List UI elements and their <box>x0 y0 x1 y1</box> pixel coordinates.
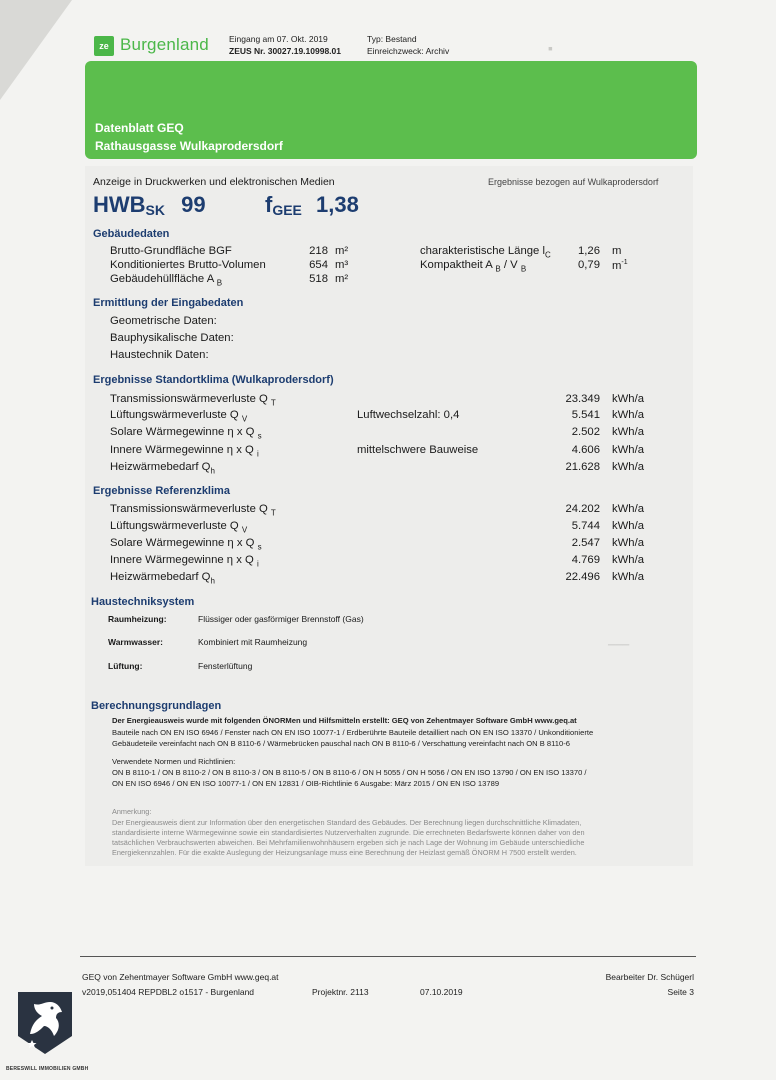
footer-project-number: Projektnr. 2113 <box>312 987 369 997</box>
ref-ventilation-label <box>110 520 247 534</box>
fgee-indicator <box>265 192 359 218</box>
ref-solar-unit: kWh/a <box>612 537 645 549</box>
footer-software: GEQ von Zehentmayer Software GmbH www.geq.at <box>82 972 279 982</box>
section-gebaeudedaten: Gebäudedaten <box>93 228 170 240</box>
bgf-unit: m² <box>335 245 349 257</box>
envelope-value: 518 <box>309 273 328 285</box>
ref-transmission-value: 24.202 <box>565 503 600 515</box>
ref-internal-unit: kWh/a <box>612 554 645 566</box>
fgee-value: 1,38 <box>316 192 359 217</box>
geometric-data-label: Geometrische Daten: <box>110 315 217 327</box>
bleed-through-marks: ─── <box>608 640 630 651</box>
ref-heating-unit: kWh/a <box>612 571 645 583</box>
site-heating-value: 21.628 <box>565 461 600 473</box>
ref-transmission-label-text: Transmissionswärmeverluste Q <box>110 503 268 515</box>
note-line4: Energiekennzahlen. Für die exakte Auslegung der Heizungsanlage muss eine Berechnung der Heizlast gemäß ÖNORM H 7500 erstellt werden. <box>112 848 577 857</box>
grundlagen-line1: Bauteile nach ON EN ISO 6946 / Fenster nach ON EN ISO 10077-1 / Erdberührte Bauteile detailliert nach ON EN ISO 13370 / Unkonditionierte <box>112 728 594 737</box>
site-solar-value: 2.502 <box>571 426 600 438</box>
compactness-label <box>420 259 526 273</box>
envelope-unit: m² <box>335 273 349 285</box>
note-line1: Der Energieausweis dient zur Information über den energetischen Standard des Gebäudes. Der Berechnung liegen durchschnittliche Klimadaten, <box>112 818 582 827</box>
char-length-unit: m <box>612 245 622 257</box>
site-heating-unit: kWh/a <box>612 461 645 473</box>
submission-purpose: Einreichzweck: Archiv <box>367 46 450 56</box>
bgf-value: 218 <box>309 245 328 257</box>
site-internal-label-text: Innere Wärmegewinne η x Q <box>110 444 254 456</box>
char-length-value: 1,26 <box>578 245 600 257</box>
building-services-label: Haustechnik Daten: <box>110 349 209 361</box>
site-ventilation-unit: kWh/a <box>612 409 645 421</box>
company-watermark-text: BERESWILL IMMOBILIEN GMBH <box>6 1066 89 1072</box>
norms-line1: ON B 8110-1 / ON B 8110-2 / ON B 8110-3 / ON B 8110-5 / ON B 8110-6 / ON H 5055 / ON H 5056 / ON EN ISO 13790 / ON EN ISO 13370 / <box>112 768 587 777</box>
compactness-unit-text: m <box>612 259 622 272</box>
site-heating-label-text: Heizwärmebedarf Q <box>110 461 211 473</box>
site-internal-label <box>110 444 259 458</box>
site-ventilation-sub: V <box>241 414 248 424</box>
ref-ventilation-label-text: Lüftungswärmeverluste Q <box>110 520 239 532</box>
char-length-label <box>420 245 551 259</box>
note-line3: tatsächlichen Verbrauchswerten abweichen. Bei Mehrfamilienwohnhäusern ergeben sich je nach Lage der Wohnung im Gebäude unterschiedliche <box>112 838 585 847</box>
ref-internal-sub: i <box>256 559 259 569</box>
section-standortklima: Ergebnisse Standortklima (Wulkaprodersdorf) <box>93 374 334 386</box>
site-internal-unit: kWh/a <box>612 444 645 456</box>
burgenland-logo-icon: ze <box>94 36 114 56</box>
ref-heating-label-text: Heizwärmebedarf Q <box>110 571 211 583</box>
site-transmission-label <box>110 393 276 407</box>
document-type: Typ: Bestand <box>367 34 417 44</box>
room-heating-value: Flüssiger oder gasförmiger Brennstoff (Gas) <box>198 614 364 624</box>
site-internal-sub: i <box>256 449 259 459</box>
brand-name: Burgenland <box>120 35 209 54</box>
ref-ventilation-unit: kWh/a <box>612 520 645 532</box>
ref-internal-label-text: Innere Wärmegewinne η x Q <box>110 554 254 566</box>
section-grundlagen: Berechnungsgrundlagen <box>91 700 222 712</box>
ref-ventilation-value: 5.744 <box>571 520 600 532</box>
note-line2: standardisierte interne Wärmegewinne sowie ein standardisiertes Nutzerverhalten zugrunde. Die errechneten Bedarfswerte können daher von den <box>112 828 585 837</box>
company-horse-logo-icon <box>14 990 76 1056</box>
note-title: Anmerkung: <box>112 807 152 816</box>
room-heating-label: Raumheizung: <box>108 614 167 624</box>
fgee-label: f <box>265 192 273 217</box>
hot-water-value: Kombiniert mit Raumheizung <box>198 637 308 647</box>
ref-transmission-sub: T <box>270 508 276 518</box>
ref-transmission-label <box>110 503 276 517</box>
envelope-sub: B <box>216 278 223 288</box>
envelope-label <box>110 273 222 287</box>
compactness-label-text: Kompaktheit A <box>420 259 493 271</box>
hwb-indicator <box>93 192 206 218</box>
ref-heating-label <box>110 571 215 585</box>
site-ventilation-value: 5.541 <box>571 409 600 421</box>
grundlagen-intro: Der Energieausweis wurde mit folgenden ÖNORMen und Hilfsmitteln erstellt: GEQ von Zehentmayer Software GmbH www.geq.at <box>112 716 577 725</box>
banner-title: Datenblatt GEQ <box>95 121 184 135</box>
char-length-sub: C <box>544 250 551 260</box>
hwb-value: 99 <box>181 192 206 217</box>
compactness-sub-a: B <box>495 264 501 274</box>
building-physics-label: Bauphysikalische Daten: <box>110 332 234 344</box>
site-transmission-label-text: Transmissionswärmeverluste Q <box>110 393 268 405</box>
ref-internal-value: 4.769 <box>571 554 600 566</box>
footer-editor: Bearbeiter Dr. Schügerl <box>605 972 694 982</box>
site-internal-value: 4.606 <box>571 444 600 456</box>
site-ventilation-label-text: Lüftungswärmeverluste Q <box>110 409 239 421</box>
footer-date: 07.10.2019 <box>420 987 463 997</box>
ref-heating-value: 22.496 <box>565 571 600 583</box>
norms-title: Verwendete Normen und Richtlinien: <box>112 757 236 766</box>
page-fold-shadow <box>0 0 72 100</box>
site-solar-sub: s <box>257 431 262 441</box>
bgf-label: Brutto-Grundfläche BGF <box>110 245 232 257</box>
received-date: Eingang am 07. Okt. 2019 <box>229 34 328 44</box>
ref-solar-sub: s <box>257 542 262 552</box>
site-solar-label <box>110 426 262 440</box>
compactness-unit <box>612 259 628 272</box>
compactness-value: 0,79 <box>578 259 600 271</box>
ventilation-system-label: Lüftung: <box>108 661 143 671</box>
volume-value: 654 <box>309 259 328 271</box>
site-solar-unit: kWh/a <box>612 426 645 438</box>
hwb-label: HWB <box>93 192 146 217</box>
media-notice: Anzeige in Druckwerken und elektronischen Medien <box>93 176 335 188</box>
site-transmission-value: 23.349 <box>565 393 600 405</box>
section-referenzklima: Ergebnisse Referenzklima <box>93 485 230 497</box>
site-heating-label <box>110 461 215 475</box>
norms-line2: ON EN ISO 6946 / ON EN ISO 10077-1 / ON EN 12831 / OIB-Richtlinie 6 Ausgabe: März 2015 / ON EN ISO 13789 <box>112 779 500 788</box>
compactness-label-v: / V <box>500 259 518 271</box>
site-ventilation-label <box>110 409 247 423</box>
banner-address: Rathausgasse Wulkaprodersdorf <box>95 139 283 153</box>
char-length-label-text: charakteristische Länge l <box>420 245 545 257</box>
envelope-label-text: Gebäudehüllfläche A <box>110 273 214 285</box>
ventilation-system-value: Fensterlüftung <box>198 661 253 671</box>
ref-solar-label <box>110 537 262 551</box>
hwb-sub: SK <box>145 202 165 218</box>
air-change-rate: Luftwechselzahl: 0,4 <box>357 409 460 421</box>
site-heating-sub: h <box>210 466 215 476</box>
ref-solar-label-text: Solare Wärmegewinne η x Q <box>110 537 255 549</box>
ghost-brand-bleed: ▪ <box>548 40 553 56</box>
ref-ventilation-sub: V <box>241 525 248 535</box>
volume-label: Konditioniertes Brutto-Volumen <box>110 259 266 271</box>
ref-internal-label <box>110 554 259 568</box>
location-notice: Ergebnisse bezogen auf Wulkaprodersdorf <box>488 177 659 187</box>
compactness-unit-sup: -1 <box>621 259 628 266</box>
fgee-sub: GEE <box>272 202 302 218</box>
footer-page-number: Seite 3 <box>667 987 694 997</box>
section-haustechnik: Haustechniksystem <box>91 596 195 608</box>
grundlagen-line2: Gebäudeteile vereinfacht nach ON B 8110-6 / Wärmebrücken pauschal nach ON B 8110-6 / Verschattung vereinfacht nach ON B 8110-6 <box>112 739 570 748</box>
section-eingabedaten: Ermittlung der Eingabedaten <box>93 297 244 309</box>
site-solar-label-text: Solare Wärmegewinne η x Q <box>110 426 255 438</box>
zeus-number: ZEUS Nr. 30027.19.10998.01 <box>229 46 341 56</box>
volume-unit: m³ <box>335 259 349 271</box>
footer-version: v2019,051404 REPDBL2 o1517 - Burgenland <box>82 987 255 997</box>
ref-solar-value: 2.547 <box>571 537 600 549</box>
construction-type: mittelschwere Bauweise <box>357 444 479 456</box>
ref-heating-sub: h <box>210 576 215 586</box>
compactness-sub-v: B <box>520 264 527 274</box>
footer-divider <box>80 956 696 957</box>
site-transmission-sub: T <box>270 398 276 408</box>
ref-transmission-unit: kWh/a <box>612 503 645 515</box>
site-transmission-unit: kWh/a <box>612 393 645 405</box>
hot-water-label: Warmwasser: <box>108 637 163 647</box>
